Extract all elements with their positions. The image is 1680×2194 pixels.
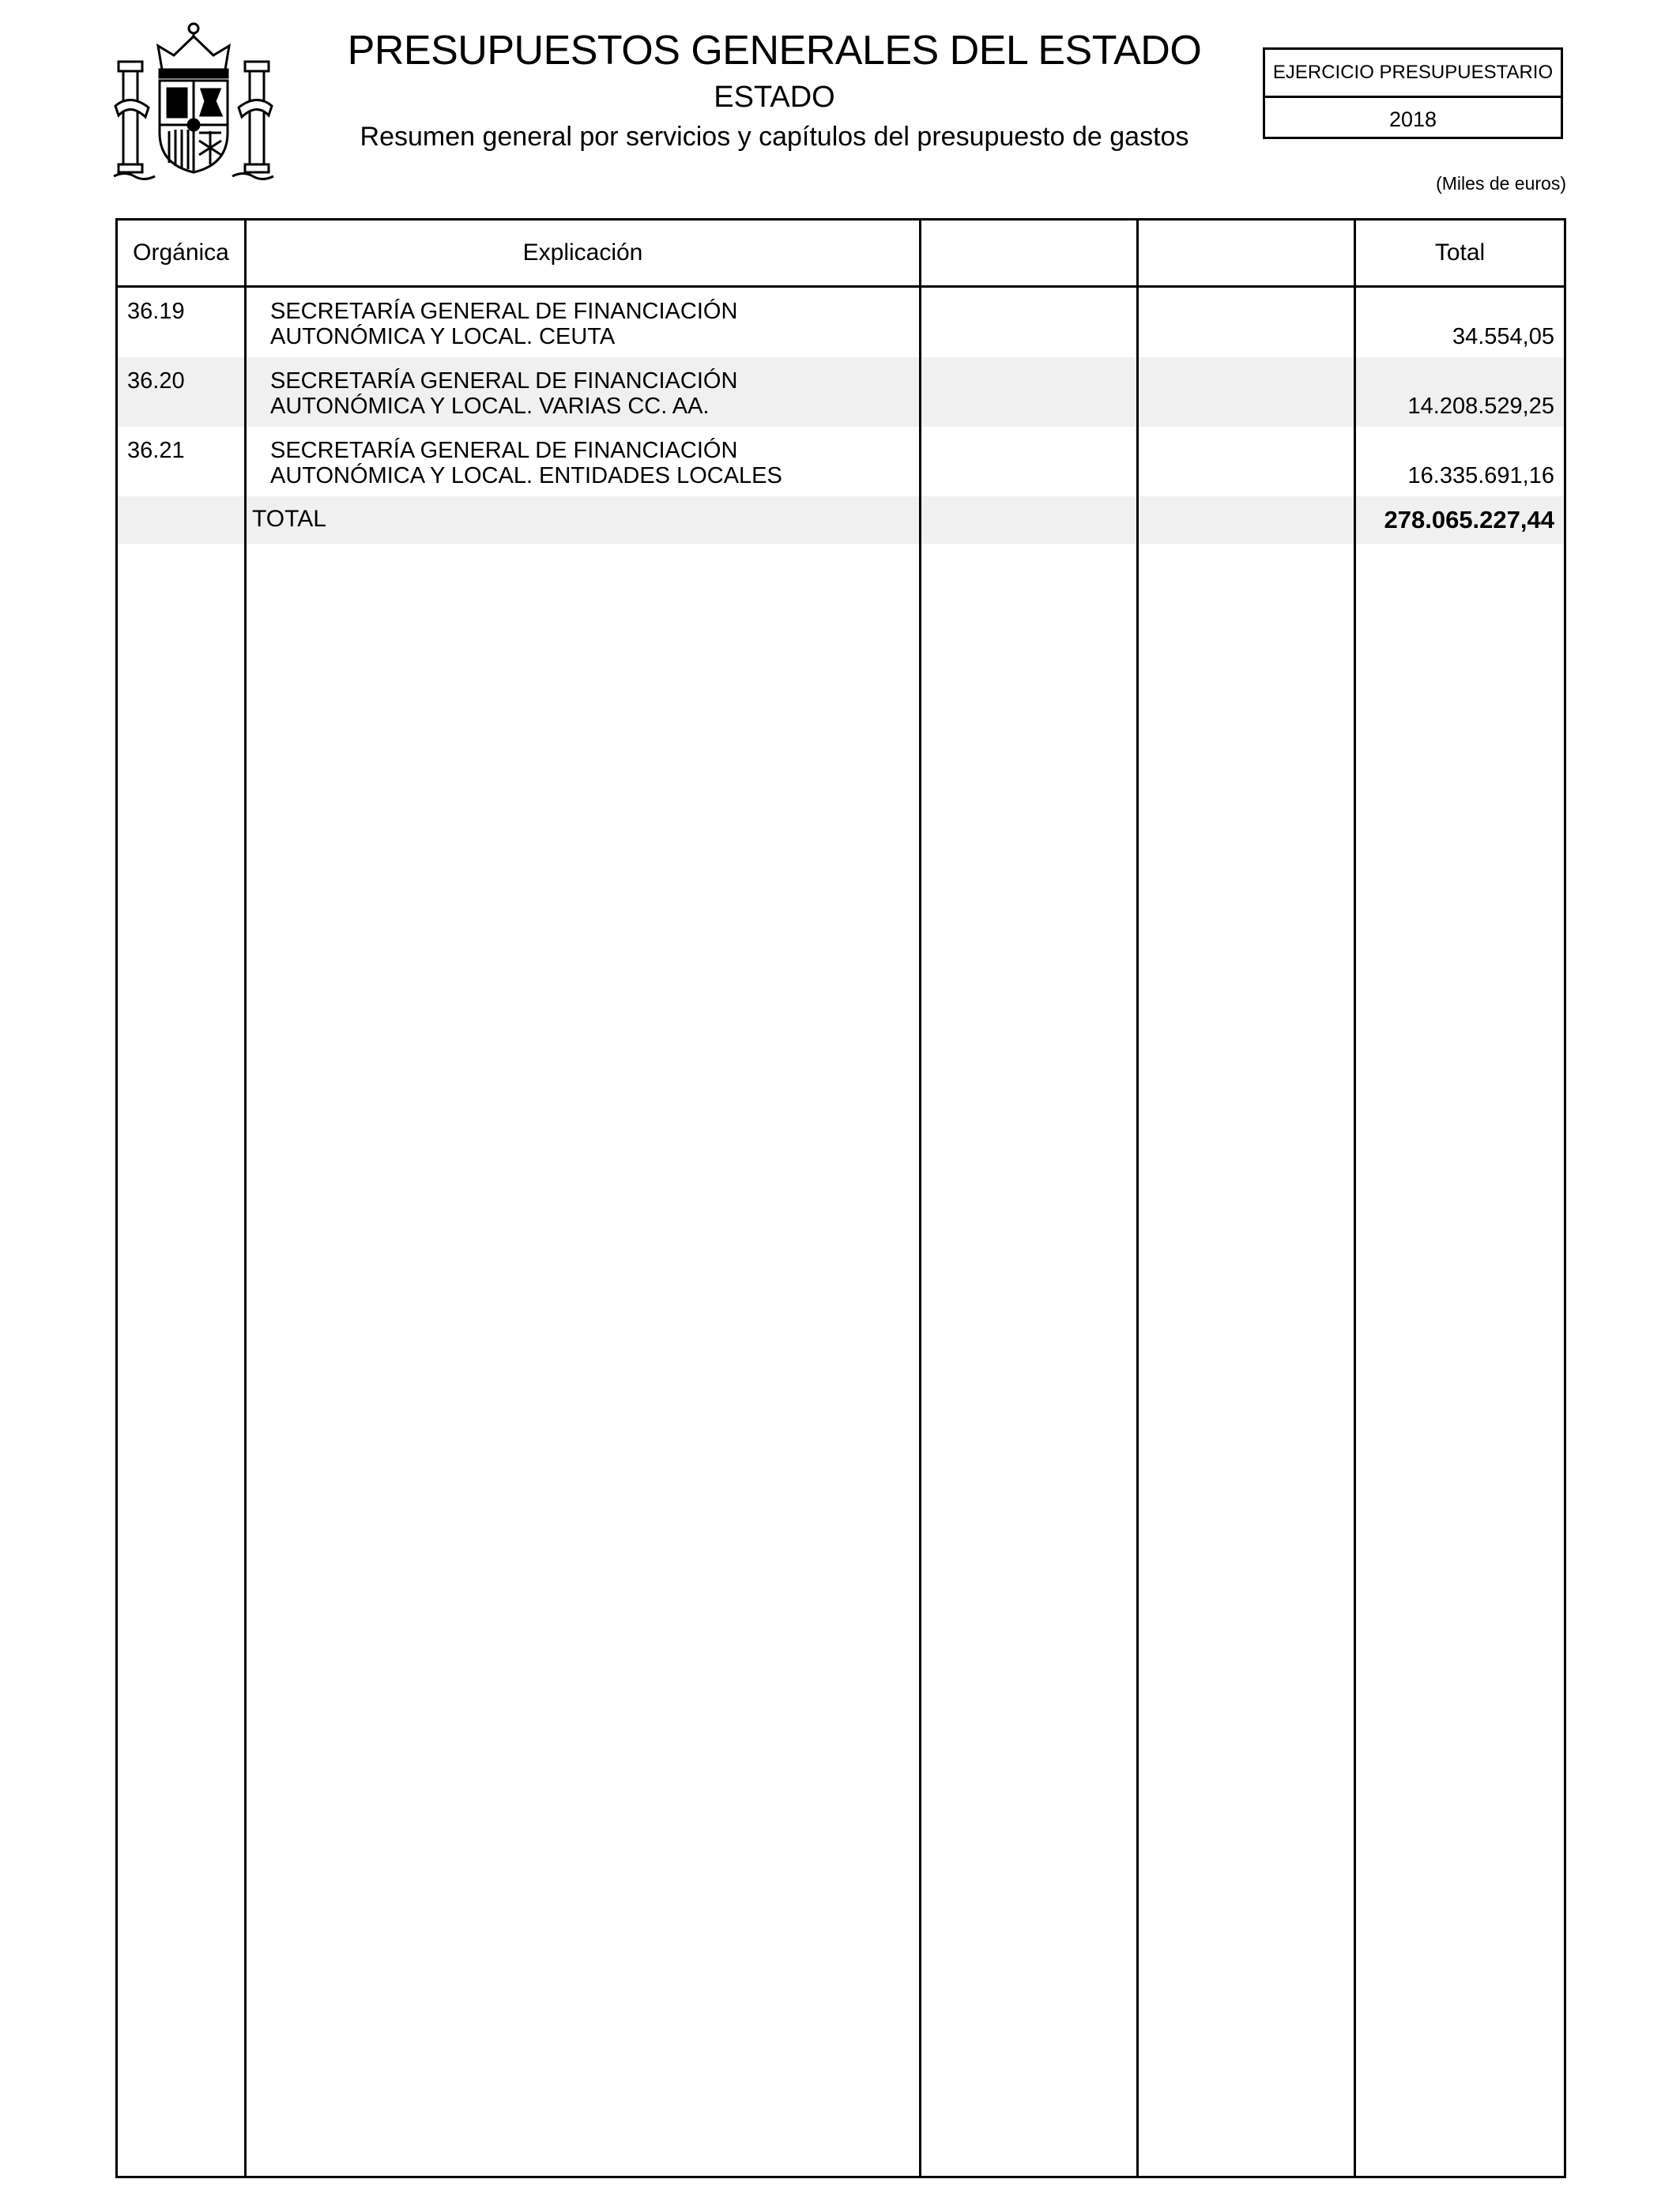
grand-total: 278.065.227,44 — [1384, 506, 1554, 533]
budget-year-value: 2018 — [1388, 107, 1437, 131]
row-total: 34.554,05 — [1452, 324, 1554, 349]
row-explanation-line-1: SECRETARÍA GENERAL DE FINANCIACIÓN — [270, 438, 738, 463]
row-code: 36.19 — [127, 299, 185, 324]
column-header-explicacion: Explicación — [522, 239, 643, 266]
units-note: (Miles de euros) — [1436, 173, 1566, 194]
column-divider — [1136, 221, 1139, 2176]
column-divider — [1354, 221, 1356, 2176]
row-explanation-line-2: AUTONÓMICA Y LOCAL. CEUTA — [270, 324, 616, 349]
row-explanation-line-2: AUTONÓMICA Y LOCAL. VARIAS CC. AA. — [270, 394, 710, 419]
column-header-blank-2 — [1139, 221, 1354, 285]
row-explanation-line-2: AUTONÓMICA Y LOCAL. ENTIDADES LOCALES — [270, 463, 782, 488]
spain-coat-of-arms-icon — [111, 14, 277, 180]
budget-table — [115, 218, 1566, 2178]
budget-year-box — [1263, 47, 1563, 139]
total-row — [118, 496, 1564, 544]
row-explanation — [270, 368, 737, 419]
page-description: Resumen general por servicios y capítulos del presupuesto de gastos — [360, 122, 1189, 152]
page-title: PRESUPUESTOS GENERALES DEL ESTADO — [347, 28, 1202, 74]
row-code: 36.21 — [127, 438, 185, 463]
table-row — [118, 357, 1564, 427]
row-explanation — [270, 299, 737, 349]
column-header-organica: Orgánica — [133, 239, 229, 266]
total-label: TOTAL — [252, 506, 326, 532]
row-explanation — [270, 438, 782, 488]
table-row — [118, 288, 1564, 357]
row-explanation-line-1: SECRETARÍA GENERAL DE FINANCIACIÓN — [270, 299, 738, 324]
page-subtitle: ESTADO — [714, 81, 835, 114]
row-total: 14.208.529,25 — [1407, 394, 1554, 419]
column-divider — [244, 221, 247, 2176]
column-header-total: Total — [1434, 239, 1486, 266]
row-code: 36.20 — [127, 368, 185, 394]
row-total: 16.335.691,16 — [1407, 463, 1554, 488]
row-explanation-line-1: SECRETARÍA GENERAL DE FINANCIACIÓN — [270, 368, 738, 394]
column-divider — [919, 221, 921, 2176]
table-row — [118, 427, 1564, 496]
budget-year-label: EJERCICIO PRESUPUESTARIO — [1265, 50, 1561, 98]
column-header-blank-1 — [921, 221, 1136, 285]
